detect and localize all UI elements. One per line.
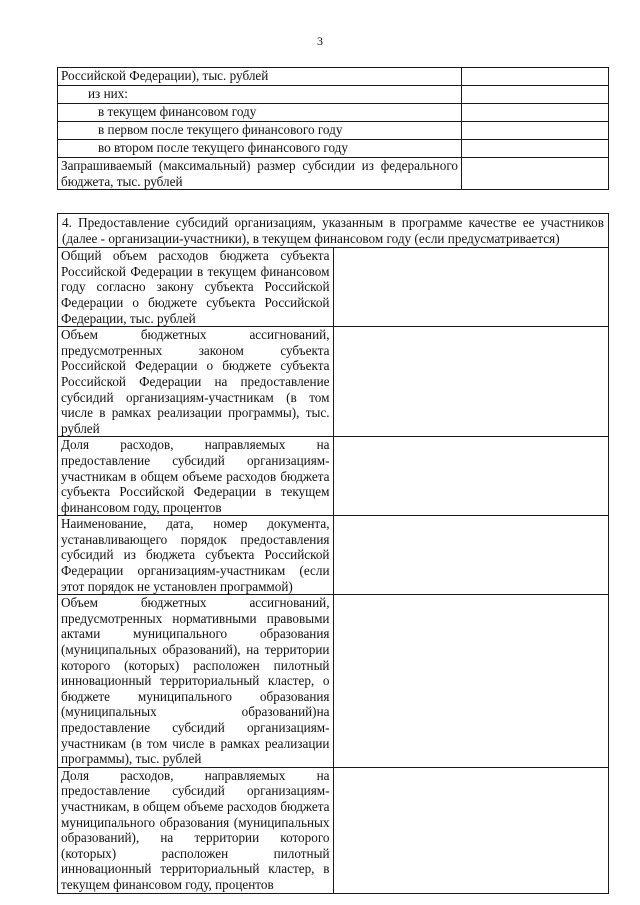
table-row [58,68,609,86]
row-label: в первом после текущего финансового году [58,122,462,140]
section-heading: 4. Предоставление субсидий организациям, указанным в программе качестве ее участников (далее - организации-участники), в текущем финансовом году (если предусматривается) [58,214,609,248]
row-label: Объем бюджетных ассигнований, предусмотренных законом субъекта Российской Федерации о бюджете субъекта Российской Федерации на предоставление субсидий организациям-участникам (в том числе в рамках реализации программы), тыс. рублей [58,327,334,437]
table-row [58,86,609,104]
table-row [58,595,609,768]
table-row [58,248,609,327]
section-4-table [57,213,609,894]
row-label: во втором после текущего финансового году [58,140,462,158]
table-row [58,767,609,893]
value-cell[interactable] [462,140,609,158]
value-cell[interactable] [462,86,609,104]
budget-table-continued [57,67,609,190]
row-label: Доля расходов, направляемых на предоставление субсидий организациям-участникам, в общем объеме расходов бюджета муниципального образования (муниципальных образований), на территории которого (которых) расположен пилотный инновационный территориальный кластер, в текущем финансовом году, процентов [58,767,334,893]
table-row [58,327,609,437]
row-label: в текущем финансовом году [58,104,462,122]
table-row [58,516,609,595]
value-cell[interactable] [333,595,609,768]
row-label: Российской Федерации), тыс. рублей [58,68,462,86]
page-number: 3 [317,34,323,48]
section-heading-row [58,214,609,248]
value-cell[interactable] [333,516,609,595]
table-row [58,437,609,516]
value-cell[interactable] [333,437,609,516]
row-label: из них: [58,86,462,104]
value-cell[interactable] [333,248,609,327]
table-row [58,158,609,190]
value-cell[interactable] [462,122,609,140]
table-row [58,104,609,122]
row-label: Наименование, дата, номер документа, устанавливающего порядок предоставления субсидий из бюджета субъекта Российской Федерации организациям-участникам (если этот порядок не установлен программой) [58,516,334,595]
row-label: Доля расходов, направляемых на предоставление субсидий организациям-участникам в общем объеме расходов бюджета субъекта Российской Федерации в текущем финансовом году, процентов [58,437,334,516]
value-cell[interactable] [333,767,609,893]
table-row [58,140,609,158]
row-label: Общий объем расходов бюджета субъекта Российской Федерации в текущем финансовом году согласно закону субъекта Российской Федерации о бюджете субъекта Российской Федерации, тыс. рублей [58,248,334,327]
table-row [58,122,609,140]
value-cell[interactable] [462,68,609,86]
row-label: Запрашиваемый (максимальный) размер субсидии из федерального бюджета, тыс. рублей [58,158,462,190]
value-cell[interactable] [333,327,609,437]
value-cell[interactable] [462,158,609,190]
value-cell[interactable] [462,104,609,122]
row-label: Объем бюджетных ассигнований, предусмотренных нормативными правовыми актами муниципального образования (муниципальных образований), на территории которого (которых) расположен пилотный инновационный территориальный кластер, о бюджете муниципального образования (муниципальных образований)на предоставление субсидий организациям-участникам (в том числе в рамках реализации программы), тыс. рублей [58,595,334,768]
